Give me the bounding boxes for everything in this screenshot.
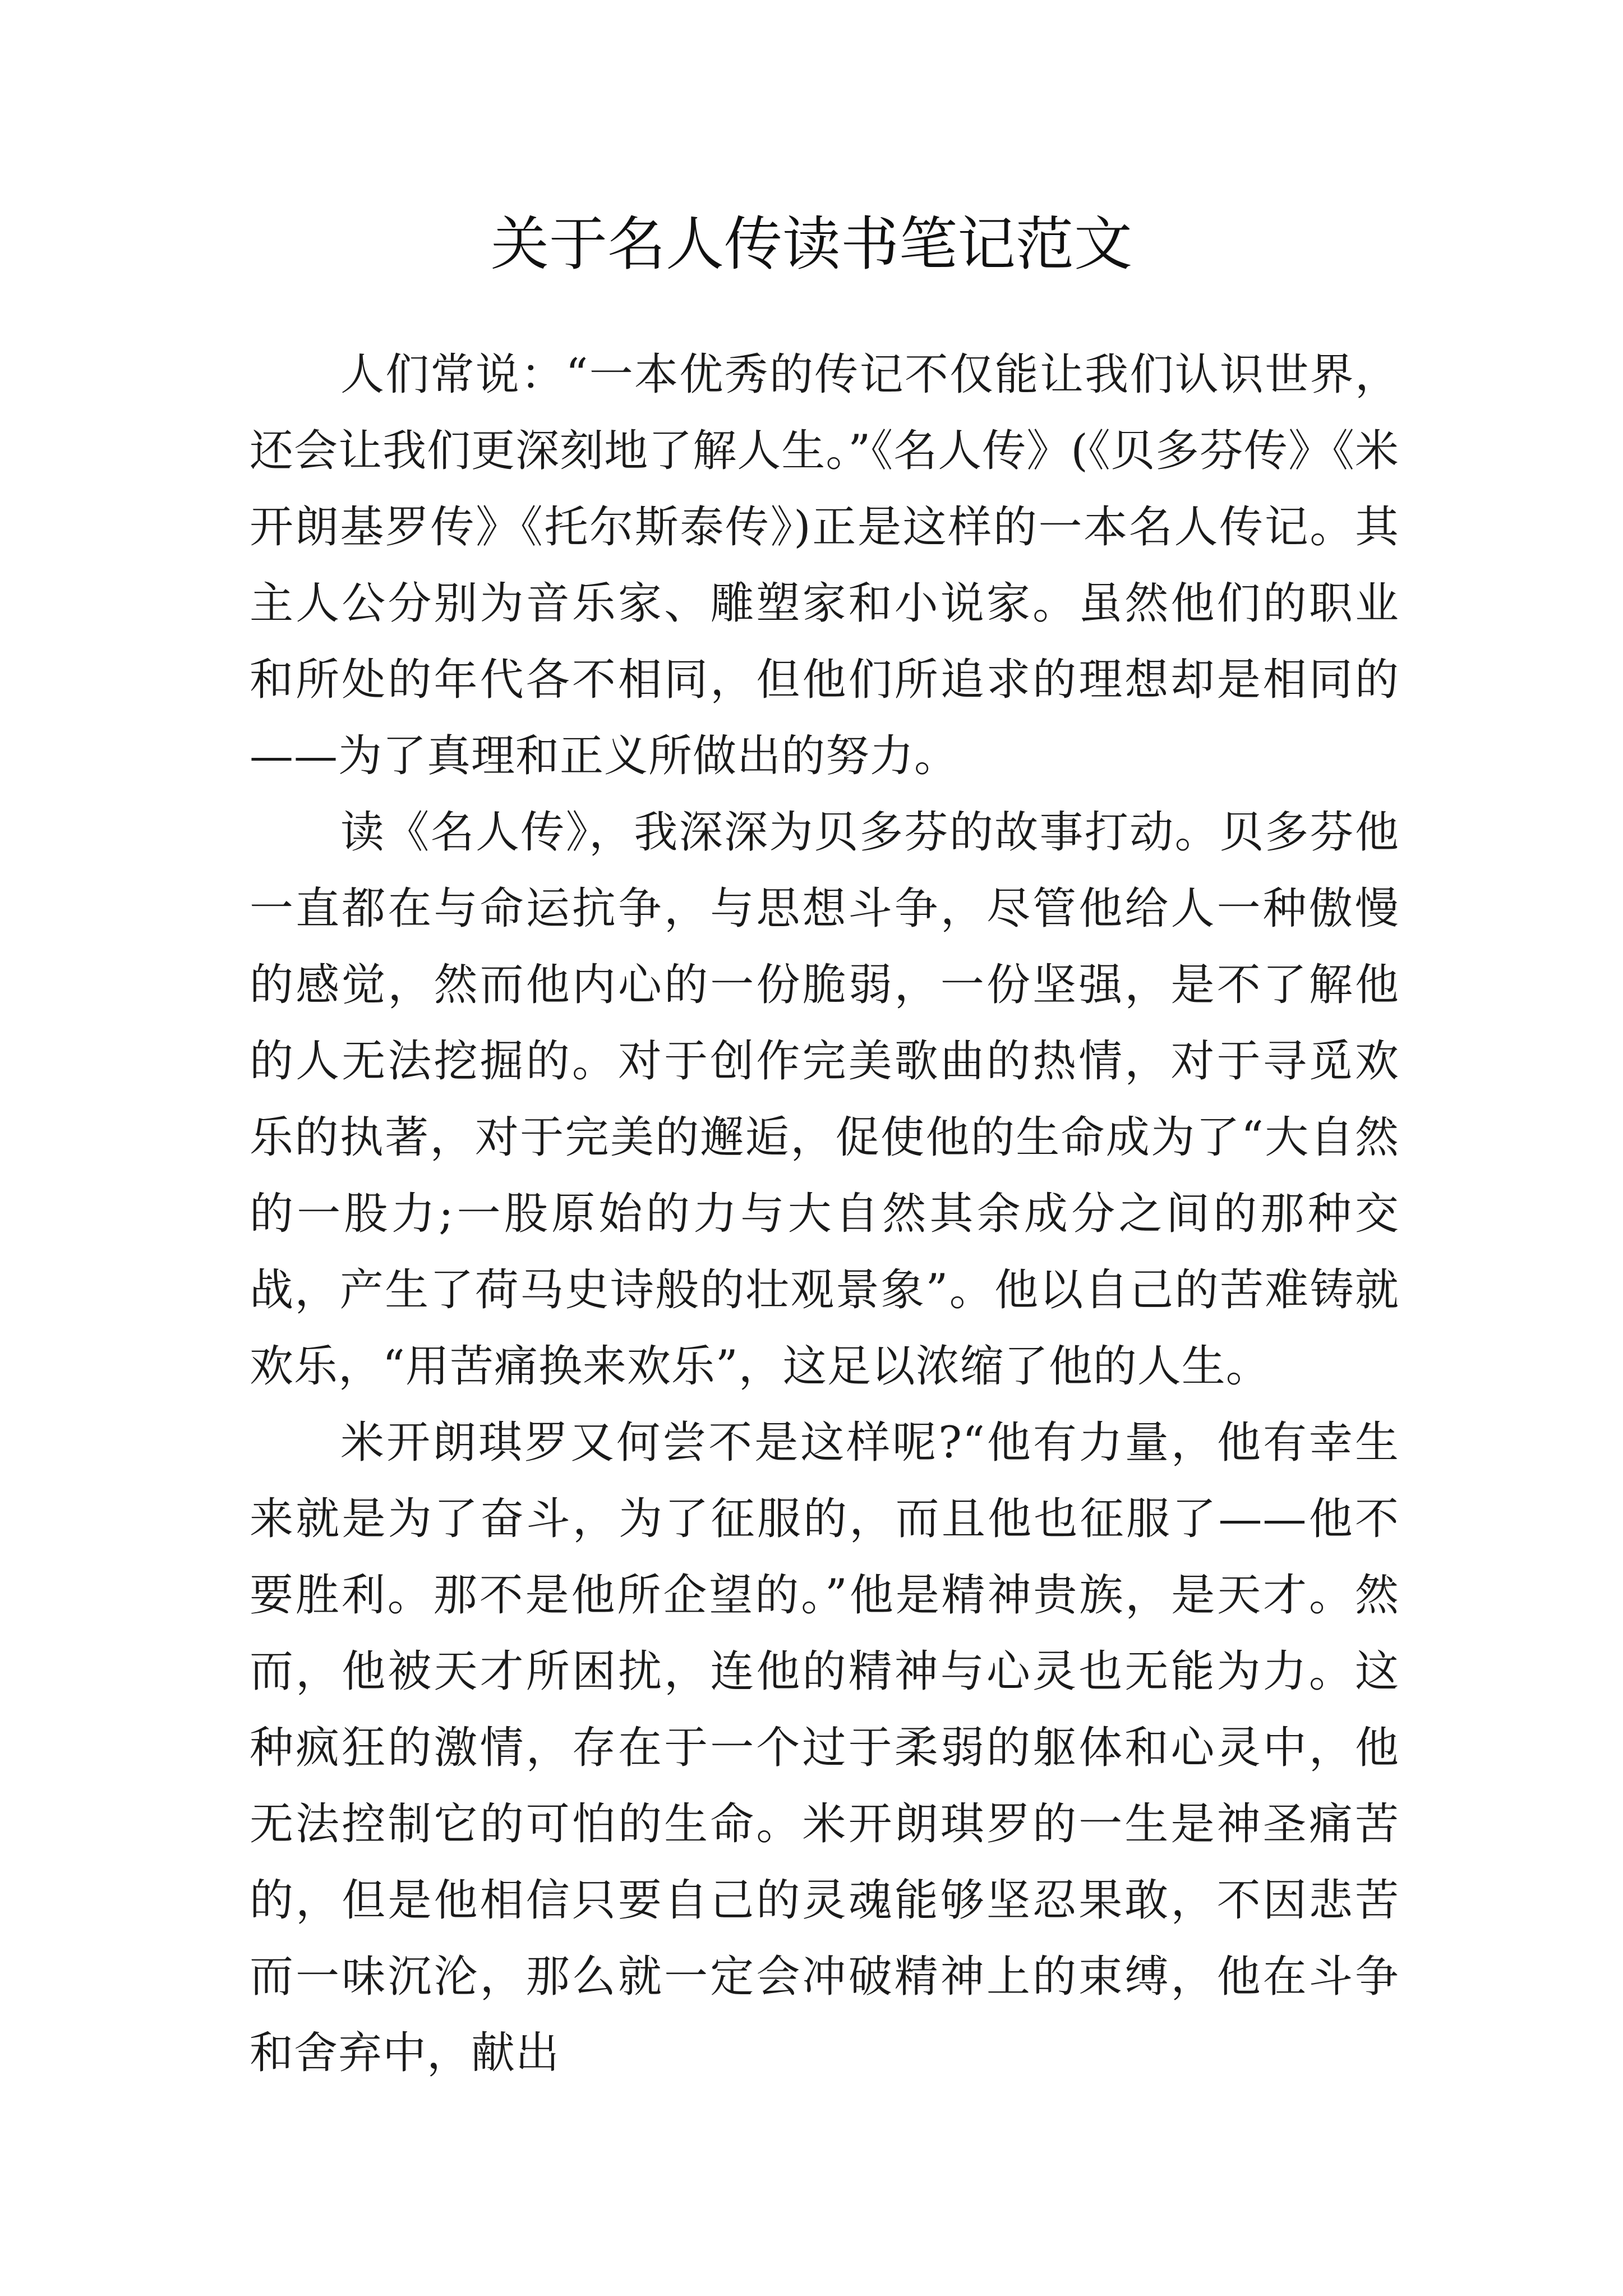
- document-title: 关于名人传读书笔记范文: [490, 210, 1132, 278]
- paragraph-intro: 人们常说：“一本优秀的传记不仅能让我们认识世界，还会让我们更深刻地了解人生。”《名人传》(《贝多芬传》《米开朗基罗传》《托尔斯泰传》)正是这样的一本名人传记。其主人公分别为音乐家、雕塑家和小说家。虽然他们的职业和所处的年代各不相同，但他们所追求的理想却是相同的——为了真理和正义所做出的努力。: [250, 349, 1399, 781]
- paragraph-michelangelo: 米开朗琪罗又何尝不是这样呢?“他有力量，他有幸生来就是为了奋斗，为了征服的，而且他也征服了——他不要胜利。那不是他所企望的。”他是精神贵族，是天才。然而，他被天才所困扰，连他的精神与心灵也无能为力。这种疯狂的激情，存在于一个过于柔弱的躯体和心灵中，他无法控制它的可怕的生命。米开朗琪罗的一生是神圣痛苦的，但是他相信只要自己的灵魂能够坚忍果敢，不因悲苦而一味沉沦，那么就一定会冲破精神上的束缚，他在斗争和舍弃中，献出: [250, 1418, 1399, 2078]
- document-body: [250, 337, 1399, 2091]
- paragraph-beethoven: 读《名人传》，我深深为贝多芬的故事打动。贝多芬他一直都在与命运抗争，与思想斗争，尽管他给人一种傲慢的感觉，然而他内心的一份脆弱，一份坚强，是不了解他的人无法挖掘的。对于创作完美歌曲的热情，对于寻觅欢乐的执著，对于完美的邂逅，促使他的生命成为了“大自然的一股力;一股原始的力与大自然其余成分之间的那种交战，产生了荷马史诗般的壮观景象”。他以自己的苦难铸就欢乐，“用苦痛换来欢乐”，这足以浓缩了他的人生。: [250, 807, 1399, 1392]
